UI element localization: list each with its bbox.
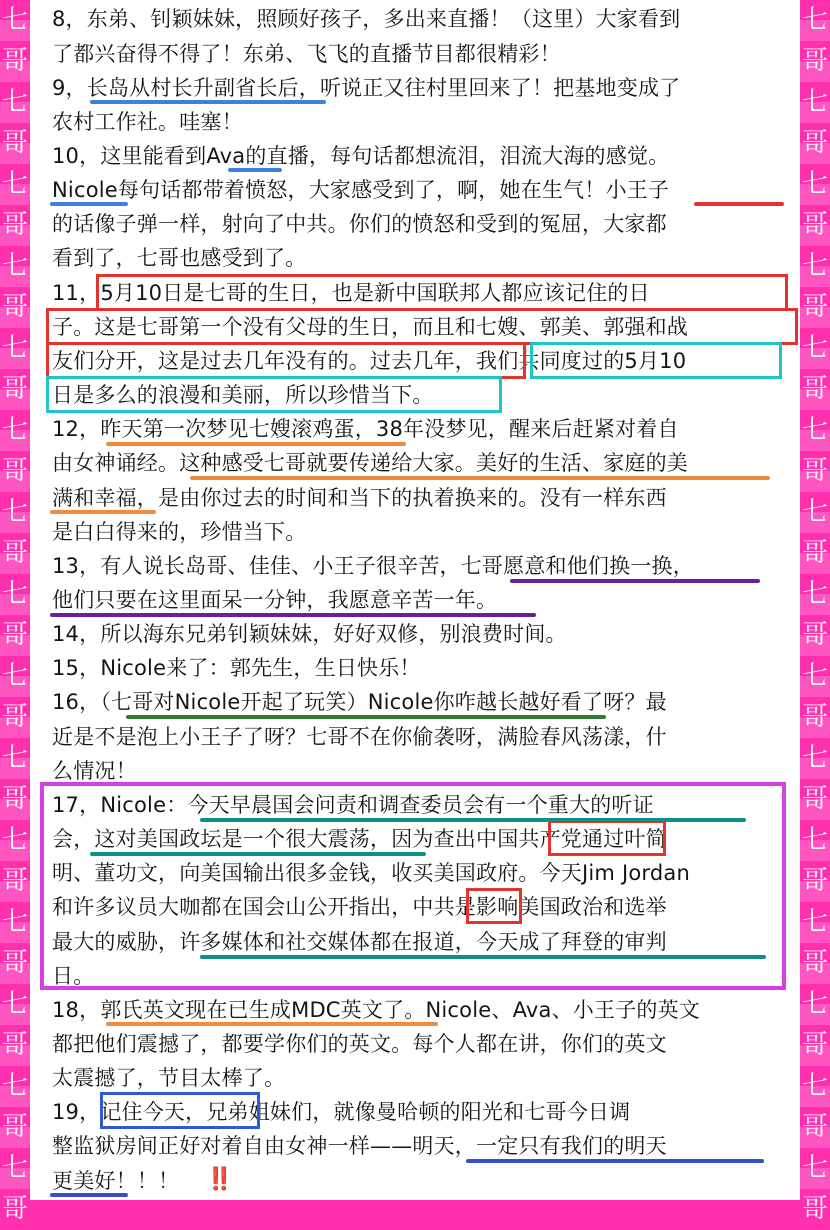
highlight-box-red — [466, 888, 522, 924]
highlight-box-red — [96, 274, 788, 311]
side-glyph: 七 — [1, 579, 28, 609]
side-glyph: 七 — [801, 169, 828, 199]
text-line: 19，记住今天，兄弟姐妹们，就像曼哈顿的阳光和七哥今日调 — [52, 1100, 631, 1124]
side-glyph: 哥 — [801, 620, 828, 650]
side-glyph: 七 — [801, 497, 828, 527]
underline-orange — [106, 1022, 438, 1026]
text-line: 他们只要在这里面呆一分钟，我愿意辛苦一年。 — [52, 588, 498, 612]
text-line: Nicole每句话都带着愤怒，大家感受到了，啊，她在生气！小王子 — [52, 178, 670, 202]
side-glyph: 七 — [1, 415, 28, 445]
text-line: 9，长岛从村长升副省长后，听说正又往村里回来了！把基地变成了 — [52, 76, 681, 100]
text-line: 12，昨天第一次梦见七嫂滚鸡蛋，38年没梦见，醒来后赶紧对着自 — [52, 417, 679, 441]
underline-navy — [466, 1159, 764, 1163]
side-glyph: 哥 — [801, 374, 828, 404]
side-glyph: 七 — [801, 825, 828, 855]
side-glyph: 哥 — [1, 784, 28, 814]
side-glyph: 七 — [1, 907, 28, 937]
text-line: 15，Nicole来了：郭先生，生日快乐！ — [52, 656, 421, 680]
side-glyph: 七 — [801, 661, 828, 691]
text-line: 和许多议员大咖都在国会山公开指出，中共是影响美国政治和选举 — [52, 895, 667, 919]
text-line: 的话像子弹一样，射向了中共。你们的愤怒和受到的冤屈，大家都 — [52, 212, 667, 236]
side-glyph: 哥 — [1, 374, 28, 404]
side-glyph: 七 — [1, 825, 28, 855]
side-glyph: 七 — [1, 661, 28, 691]
side-glyph: 七 — [801, 5, 828, 35]
text-line: 由女神诵经。这种感受七哥就要传递给大家。美好的生活、家庭的美 — [52, 451, 688, 475]
text-line: 日是多么的浪漫和美丽，所以珍惜当下。 — [52, 383, 434, 407]
text-line: 日。 — [52, 964, 95, 988]
text-line: 近是不是泡上小王子了呀？七哥不在你偷袭呀，满脸春风荡漾，什 — [52, 725, 667, 749]
text-line: 最大的威胁，许多媒体和社交媒体都在报道，今天成了拜登的审判 — [52, 930, 667, 954]
underline-orange — [50, 510, 156, 514]
side-glyph: 七 — [801, 333, 828, 363]
side-glyph: 七 — [1, 87, 28, 117]
text-line: 10，这里能看到Ava的直播，每句话都想流泪，泪流大海的感觉。 — [52, 144, 670, 168]
side-glyph: 哥 — [1, 620, 28, 650]
right-decorative-strip — [800, 0, 830, 1224]
highlight-box-cyan — [46, 376, 502, 413]
side-glyph: 七 — [801, 743, 828, 773]
side-glyph: 哥 — [1, 1030, 28, 1060]
side-glyph: 哥 — [1, 1194, 28, 1224]
side-glyph: 哥 — [1, 866, 28, 896]
text-line: 了都兴奋得不得了！东弟、飞飞的直播节目都很精彩！ — [52, 42, 561, 66]
side-glyph: 哥 — [801, 866, 828, 896]
side-glyph: 七 — [801, 989, 828, 1019]
side-glyph: 哥 — [801, 948, 828, 978]
side-glyph: 哥 — [1, 292, 28, 322]
underline-green — [126, 715, 606, 719]
side-glyph: 七 — [801, 415, 828, 445]
side-glyph: 哥 — [801, 784, 828, 814]
underline-red — [694, 202, 784, 206]
document-page — [30, 0, 800, 1200]
side-glyph: 哥 — [801, 456, 828, 486]
side-glyph: 七 — [1, 1071, 28, 1101]
side-glyph: 哥 — [801, 538, 828, 568]
text-line: 11，5月10日是七哥的生日，也是新中国联邦人都应该记住的日 — [52, 281, 650, 305]
text-line: 更美好！！！ — [52, 1169, 180, 1193]
highlight-box-cyan — [530, 342, 782, 379]
side-glyph: 哥 — [1, 128, 28, 158]
text-line: 整监狱房间正好对着自由女神一样——明天，一定只有我们的明天 — [52, 1134, 667, 1158]
side-glyph: 哥 — [801, 292, 828, 322]
side-glyph: 七 — [1, 251, 28, 281]
underline-navy — [50, 1193, 128, 1197]
underline-teal — [200, 955, 766, 959]
text-line: 17，Nicole：今天早晨国会问责和调查委员会有一个重大的听证 — [52, 793, 654, 817]
side-glyph: 七 — [801, 1071, 828, 1101]
text-line: 太震撼了，节目太棒了。 — [52, 1066, 286, 1090]
side-glyph: 七 — [801, 579, 828, 609]
side-glyph: 哥 — [801, 1194, 828, 1224]
underline-blue — [228, 168, 282, 172]
side-glyph: 哥 — [801, 46, 828, 76]
side-glyph: 哥 — [1, 1112, 28, 1142]
side-glyph: 哥 — [1, 46, 28, 76]
highlight-box-blue — [100, 1092, 260, 1129]
text-line: 友们分开，这是过去几年没有的。过去几年，我们共同度过的5月10 — [52, 349, 687, 373]
side-glyph: 哥 — [801, 1030, 828, 1060]
side-glyph: 七 — [1, 333, 28, 363]
underline-orange — [190, 476, 770, 480]
underline-blue — [90, 100, 326, 104]
side-glyph: 哥 — [801, 210, 828, 240]
text-line: 满和幸福，是由你过去的时间和当下的执着换来的。没有一样东西 — [52, 486, 667, 510]
double-exclamation-icon: ‼️ — [206, 1167, 234, 1192]
highlight-box-red — [46, 308, 798, 345]
side-glyph: 哥 — [801, 128, 828, 158]
side-glyph: 七 — [1, 743, 28, 773]
side-glyph: 七 — [801, 251, 828, 281]
text-line: 都把他们震撼了，都要学你们的英文。每个人都在讲，你们的英文 — [52, 1032, 667, 1056]
side-glyph: 七 — [801, 1153, 828, 1183]
text-line: 看到了，七哥也感受到了。 — [52, 246, 307, 270]
side-glyph: 七 — [1, 169, 28, 199]
text-line: 18，郭氏英文现在已生成MDC英文了。Nicole、Ava、小王子的英文 — [52, 998, 700, 1022]
side-glyph: 七 — [1, 1153, 28, 1183]
underline-teal — [90, 852, 426, 856]
text-line: 8，东弟、钊颖妹妹，照顾好孩子，多出来直播！（这里）大家看到 — [52, 7, 681, 31]
left-decorative-strip — [0, 0, 30, 1224]
text-line: 14，所以海东兄弟钊颖妹妹，好好双修，别浪费时间。 — [52, 622, 567, 646]
text-line: 16，（七哥对Nicole开起了玩笑）Nicole你咋越长越好看了呀？最 — [52, 690, 667, 714]
underline-purple — [50, 613, 536, 617]
text-line: 是白白得来的，珍惜当下。 — [52, 520, 307, 544]
underline-blue — [50, 202, 128, 206]
side-glyph: 哥 — [1, 210, 28, 240]
text-line: 明、董功文，向美国输出很多金钱，收买美国政府。今天Jim Jordan — [52, 861, 690, 885]
side-glyph: 哥 — [1, 538, 28, 568]
text-line: 子。这是七哥第一个没有父母的生日，而且和七嫂、郭美、郭强和战 — [52, 315, 688, 339]
side-glyph: 哥 — [1, 702, 28, 732]
underline-purple — [510, 579, 760, 583]
text-line: 13，有人说长岛哥、佳佳、小王子很辛苦，七哥愿意和他们换一换， — [52, 554, 694, 578]
side-glyph: 哥 — [1, 948, 28, 978]
side-glyph: 七 — [801, 907, 828, 937]
side-glyph: 哥 — [801, 1112, 828, 1142]
side-glyph: 七 — [1, 497, 28, 527]
text-line: 农村工作社。哇塞！ — [52, 110, 243, 134]
text-line: 么情况！ — [52, 759, 137, 783]
underline-teal — [200, 818, 746, 822]
side-glyph: 七 — [1, 989, 28, 1019]
text-line: 会，这对美国政坛是一个很大震荡，因为查出中国共产党通过叶简 — [52, 827, 667, 851]
side-glyph: 哥 — [1, 456, 28, 486]
highlight-box-red — [46, 342, 526, 379]
underline-orange — [106, 442, 406, 446]
highlight-box-red — [548, 820, 666, 856]
side-glyph: 七 — [1, 5, 28, 35]
side-glyph: 七 — [801, 87, 828, 117]
side-glyph: 哥 — [801, 702, 828, 732]
